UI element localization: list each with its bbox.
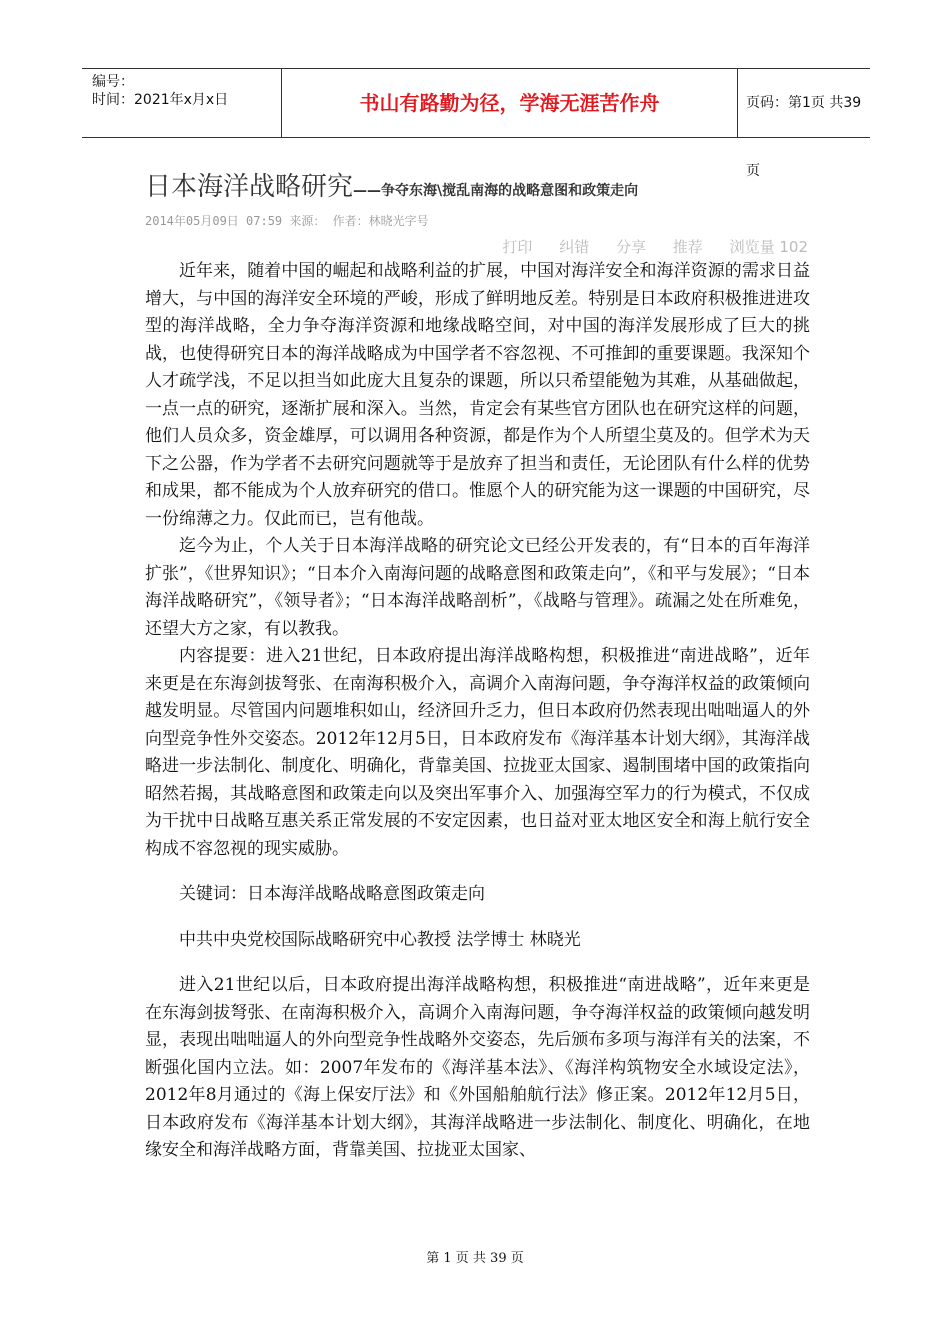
correct-link[interactable]: 纠错 [559,238,590,256]
page-footer: 第 1 页 共 39 页 [426,1251,524,1266]
paragraph-author: 中共中央党校国际战略研究中心教授 法学博士 林晓光 [179,929,581,950]
header-info-cell [82,69,282,137]
motto: 书山有路勤为径，学海无涯苦作舟 [282,69,738,137]
article-actions [480,236,808,257]
page-label: 页码：第1页 共39页 [746,95,862,179]
paragraph-publications: 迄今为止，个人关于日本海洋战略的研究论文已经公开发表的，有“日本的百年海洋扩张”，《世界知识》；“日本介入南海问题的战略意图和政策走向”，《和平与发展》；“日本海洋战略研究”，《领导者》；“日本海洋战略剖析”，《战略与管理》。疏漏之处在所难免，还望大方之家，有以教我。 [145,536,810,639]
paragraph-intro: 近年来，随着中国的崛起和战略利益的扩展，中国对海洋安全和海洋资源的需求日益增大，与中国的海洋安全环境的严峻，形成了鲜明地反差。特别是日本政府积极推进进攻型的海洋战略，全力争夺海洋资源和地缘战略空间，对中国的海洋发展形成了巨大的挑战，也使得研究日本的海洋战略成为中国学者不容忽视、不可推卸的重要课题。我深知个人才疏学浅，不足以担当如此庞大且复杂的课题，所以只希望能勉为其难，从基础做起，一点一点的研究，逐渐扩展和深入。当然，肯定会有某些官方团队也在研究这样的问题，他们人员众多，资金雄厚，可以调用各种资源，都是作为个人所望尘莫及的。但学术为天下之公器，作为学者不去研究问题就等于是放弃了担当和责任，无论团队有什么样的优势和成果，都不能成为个人放弃研究的借口。惟愿个人的研究能为这一课题的中国研究，尽一份绵薄之力。仅此而已，岂有他哉。 [145,261,810,529]
paragraph-abstract: 内容提要：进入21世纪，日本政府提出海洋战略构想，积极推进“南进战略”，近年来更是在东海剑拔弩张、在南海积极介入，高调介入南海问题，争夺海洋权益的政策倾向越发明显。尽管国内问题堆积如山，经济回升乏力，但日本政府仍然表现出咄咄逼人的外向型竞争性外交姿态。2012年12月5日，日本政府发布《海洋基本计划大纲》，其海洋战略进一步法制化、制度化、明确化，背靠美国、拉拢亚太国家、遏制围堵中国的政策指向昭然若揭，其战略意图和政策走向以及突出军事介入、加强海空军力的行为模式，不仅成为干扰中日战略互惠关系正常发展的不安定因素，也日益对亚太地区安全和海上航行安全构成不容忽视的现实威胁。 [145,646,810,859]
article-body [145,258,810,1165]
number-label: 编号： [92,74,134,90]
time-label: 时间：2021年x月x日 [92,92,229,108]
title-main: 日本海洋战略研究 [145,172,354,202]
article-title [145,166,638,203]
article-meta: 2014年05月09日 07:59 来源： 作者：林晓光字号 [145,214,429,228]
share-link[interactable]: 分享 [616,238,647,256]
paragraph-main: 进入21世纪以后，日本政府提出海洋战略构想，积极推进“南进战略”，近年来更是在东海剑拔弩张、在南海积极介入，高调介入南海问题，争夺海洋权益的政策倾向越发明显，表现出咄咄逼人的外向型竞争性战略外交姿态，先后颁布多项与海洋有关的法案，不断强化国内立法。如：2007年发布的《海洋基本法》、《海洋构筑物安全水域设定法》，2012年8月通过的《海上保安厅法》和《外国船舶航行法》修正案。2012年12月5日，日本政府发布《海洋基本计划大纲》，其海洋战略进一步法制化、制度化、明确化，在地缘安全和海洋战略方面，背靠美国、拉拢亚太国家、 [145,975,810,1160]
title-subtitle: ——争夺东海\搅乱南海的战略意图和政策走向 [353,183,639,199]
view-count: 浏览量 102 [729,238,808,256]
recommend-link[interactable]: 推荐 [672,238,703,256]
paragraph-keywords: 关键词：日本海洋战略战略意图政策走向 [179,884,485,904]
print-link[interactable]: 打印 [502,238,533,256]
document-header [82,68,870,179]
